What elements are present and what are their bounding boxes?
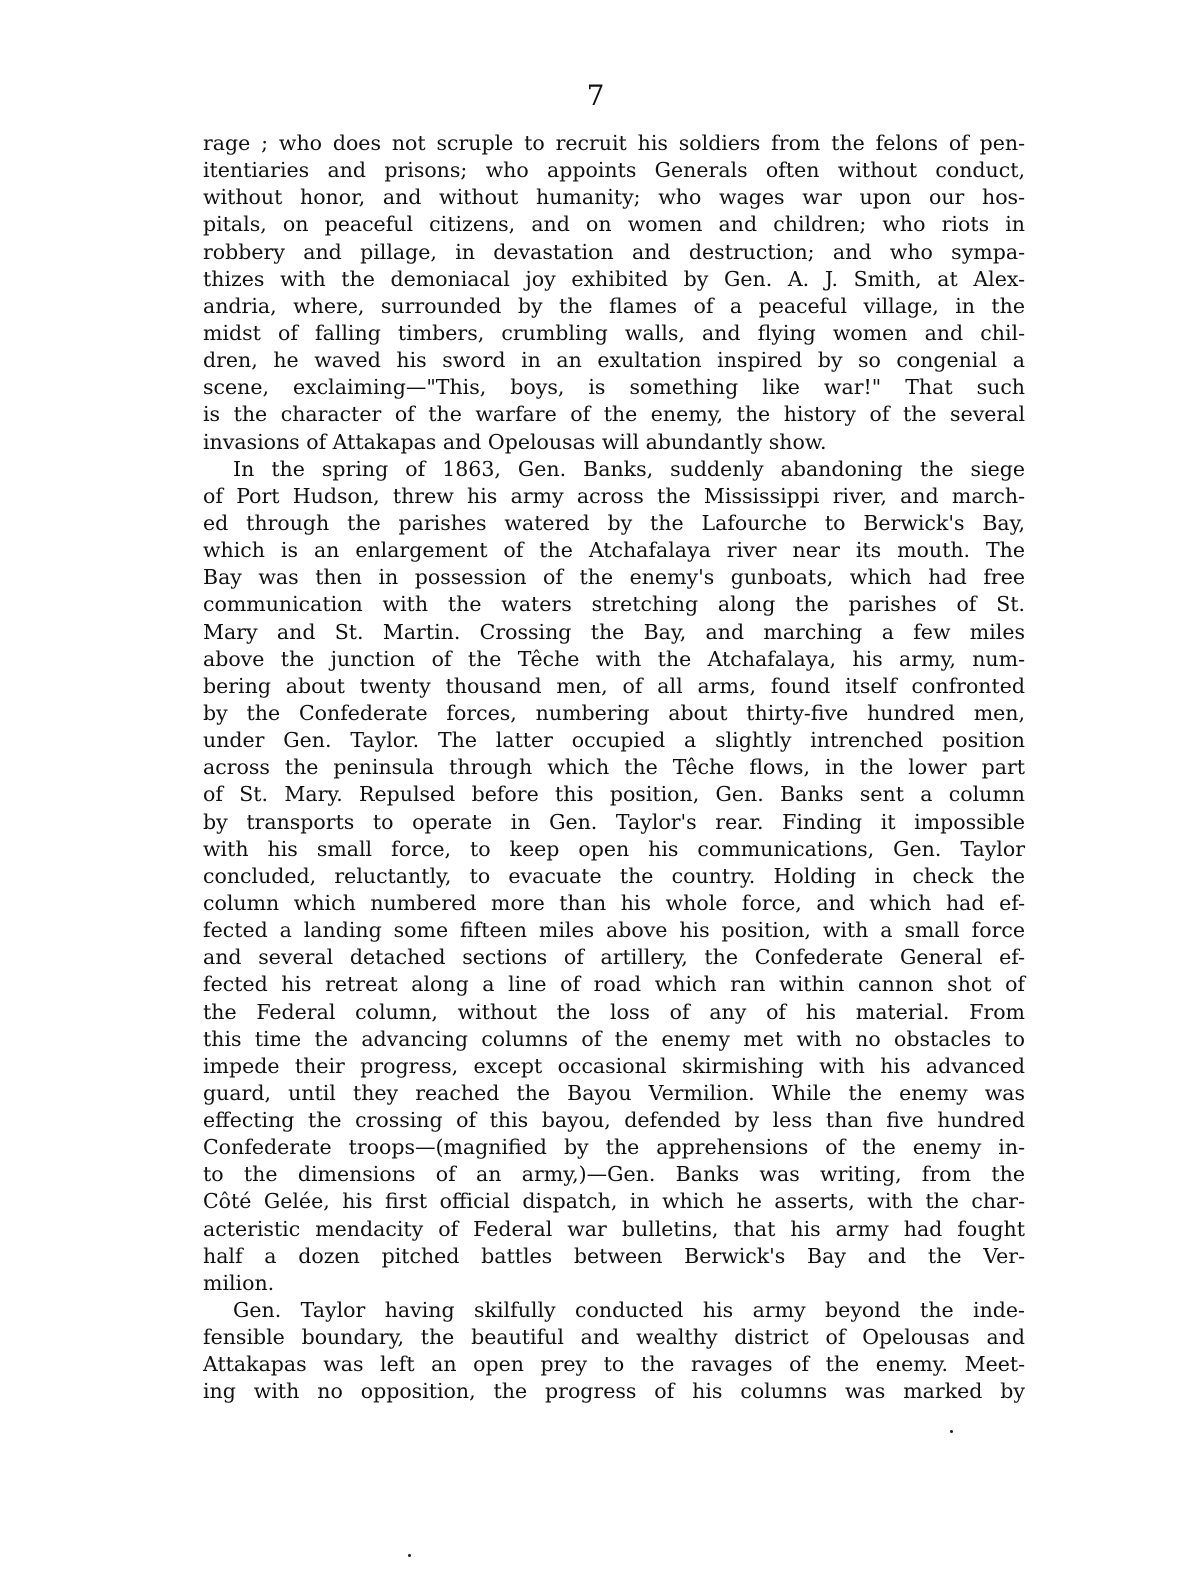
text-line: without honor, and without humanity; who wages war upon our hos- [203, 185, 1025, 210]
paragraph-3 [203, 1297, 1025, 1406]
text-line: concluded, reluctantly, to evacuate the country. Holding in check the [203, 863, 1025, 888]
text-line: In the spring of 1863, Gen. Banks, suddenly abandoning the siege [233, 456, 1025, 481]
text-line: Bay was then in possession of the enemy's gunboats, which had free [203, 565, 1025, 590]
text-line: andria, where, surrounded by the flames of a peaceful village, in the [203, 293, 1025, 318]
text-line: with his small force, to keep open his communications, Gen. Taylor [203, 836, 1025, 861]
text-line: effecting the crossing of this bayou, defended by less than five hundred [203, 1108, 1025, 1133]
text-line: thizes with the demoniacal joy exhibited by Gen. A. J. Smith, at Alex- [203, 266, 1025, 291]
text-line: this time the advancing columns of the enemy met with no obstacles to [203, 1026, 1025, 1051]
text-line: fensible boundary, the beautiful and wealthy district of Opelousas and [203, 1325, 1025, 1350]
text-line: ing with no opposition, the progress of his columns was marked by [203, 1379, 1025, 1404]
text-line: across the peninsula through which the Têche flows, in the lower part [203, 755, 1025, 780]
print-speck [950, 1430, 953, 1433]
text-line: ed through the parishes watered by the Lafourche to Berwick's Bay, [203, 510, 1025, 535]
text-line: by the Confederate forces, numbering about thirty-five hundred men, [203, 700, 1025, 725]
text-line: which is an enlargement of the Atchafalaya river near its mouth. The [203, 538, 1025, 563]
text-line: the Federal column, without the loss of any of his material. From [203, 999, 1025, 1024]
text-line: midst of falling timbers, crumbling walls, and flying women and chil- [203, 320, 1025, 345]
text-line: robbery and pillage, in devastation and destruction; and who sympa- [203, 239, 1025, 264]
paragraph-1 [203, 130, 1025, 456]
text-line: fected his retreat along a line of road which ran within cannon shot of [203, 972, 1025, 997]
text-line: pitals, on peaceful citizens, and on women and children; who riots in [203, 212, 1025, 237]
text-line: itentiaries and prisons; who appoints Generals often without conduct, [203, 158, 1025, 183]
text-line: half a dozen pitched battles between Berwick's Bay and the Ver- [203, 1243, 1025, 1268]
text-line: under Gen. Taylor. The latter occupied a slightly intrenched position [203, 728, 1025, 753]
text-line: is the character of the warfare of the enemy, the history of the several [203, 402, 1025, 427]
text-line: dren, he waved his sword in an exultation inspired by so congenial a [203, 348, 1025, 373]
text-line: Côté Gelée, his first official dispatch, in which he asserts, with the char- [203, 1189, 1025, 1214]
text-line: communication with the waters stretching along the parishes of St. [203, 592, 1025, 617]
text-line: guard, until they reached the Bayou Vermilion. While the enemy was [203, 1080, 1025, 1105]
text-line: Gen. Taylor having skilfully conducted his army beyond the inde- [233, 1298, 1025, 1323]
text-line: to the dimensions of an army,)—Gen. Banks was writing, from the [203, 1162, 1025, 1187]
print-speck [408, 1554, 411, 1557]
text-line: column which numbered more than his whole force, and which had ef- [203, 890, 1025, 915]
text-line: above the junction of the Têche with the Atchafalaya, his army, num- [203, 646, 1025, 671]
text-line: impede their progress, except occasional skirmishing with his advanced [203, 1053, 1025, 1078]
text-line: acteristic mendacity of Federal war bulletins, that his army had fought [203, 1216, 1025, 1241]
body-text [203, 130, 1025, 1406]
text-line: of St. Mary. Repulsed before this position, Gen. Banks sent a column [203, 782, 1025, 807]
text-line: of Port Hudson, threw his army across the Mississippi river, and march- [203, 483, 1025, 508]
text-line: rage ; who does not scruple to recruit his soldiers from the felons of pen- [203, 131, 1025, 155]
text-line: scene, exclaiming—"This, boys, is something like war!" That such [203, 375, 1025, 400]
text-line: Mary and St. Martin. Crossing the Bay, and marching a few miles [203, 619, 1025, 644]
page-number: 7 [586, 79, 605, 112]
text-line: Confederate troops—(magnified by the apprehensions of the enemy in- [203, 1135, 1025, 1160]
text-line: invasions of Attakapas and Opelousas will abundantly show. [203, 429, 827, 454]
text-line: bering about twenty thousand men, of all arms, found itself confronted [203, 673, 1025, 698]
text-line: fected a landing some fifteen miles above his position, with a small force [203, 918, 1025, 943]
paragraph-2 [203, 456, 1025, 1297]
text-line: milion. [203, 1270, 275, 1295]
text-line: by transports to operate in Gen. Taylor's rear. Finding it impossible [203, 809, 1025, 834]
text-line: Attakapas was left an open prey to the ravages of the enemy. Meet- [203, 1352, 1025, 1377]
text-line: and several detached sections of artillery, the Confederate General ef- [203, 945, 1025, 970]
